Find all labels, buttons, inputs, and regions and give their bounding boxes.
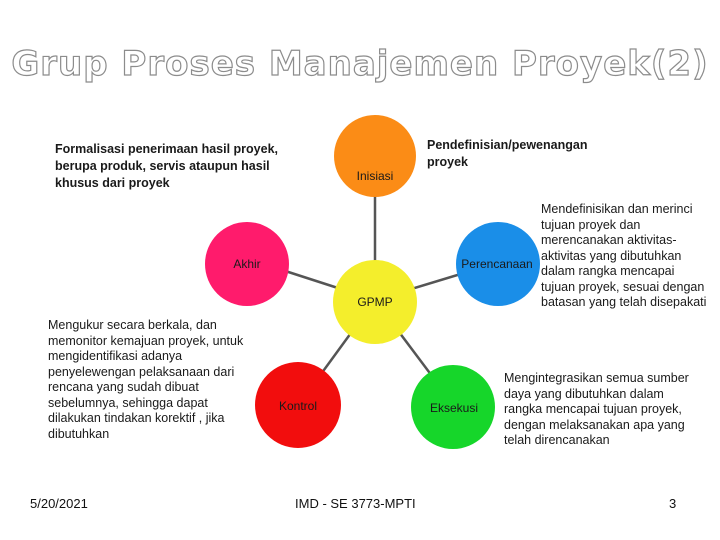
label-gpmp: GPMP bbox=[357, 295, 393, 309]
slide-title: Grup Proses Manajemen Proyek(2) bbox=[11, 44, 709, 84]
label-akhir: Akhir bbox=[233, 257, 261, 271]
node-inisiasi bbox=[334, 115, 416, 197]
label-inisiasi: Inisiasi bbox=[356, 169, 394, 183]
footer-course: IMD - SE 3773-MPTI bbox=[295, 496, 416, 511]
label-kontrol: Kontrol bbox=[278, 399, 318, 413]
desc-inisiasi: Pendefinisian/pewenangan proyek bbox=[427, 138, 588, 169]
label-eksekusi: Eksekusi bbox=[429, 401, 479, 415]
desc-perencanaan: Mendefinisikan dan merinci tujuan proyek dan merencanakan aktivitas-aktivitas yang dibutuhkan dalam rangka mencapai tujuan proyek, sesuai dengan batasan yang telah disepakati bbox=[541, 202, 707, 309]
footer-date: 5/20/2021 bbox=[30, 496, 88, 511]
desc-akhir: Formalisasi penerimaan hasil proyek, berupa produk, servis ataupun hasil khusus dari proyek bbox=[55, 142, 279, 190]
label-perencanaan: Perencanaan bbox=[461, 257, 533, 271]
desc-eksekusi: Mengintegrasikan semua sumber daya yang dibutuhkan dalam rangka mencapai tujuan proyek, dengan melaksanakan apa yang telah direncanakan bbox=[504, 371, 689, 447]
footer-page-number: 3 bbox=[669, 496, 677, 511]
desc-kontrol: Mengukur secara berkala, dan memonitor kemajuan proyek, untuk mengidentifikasi adanya penyelewengan pelaksanaan dari rencana yang sudah dibuat sebelumnya, sehingga dapat dilakukan tindakan korektif , jika dibutuhkan bbox=[48, 318, 244, 441]
